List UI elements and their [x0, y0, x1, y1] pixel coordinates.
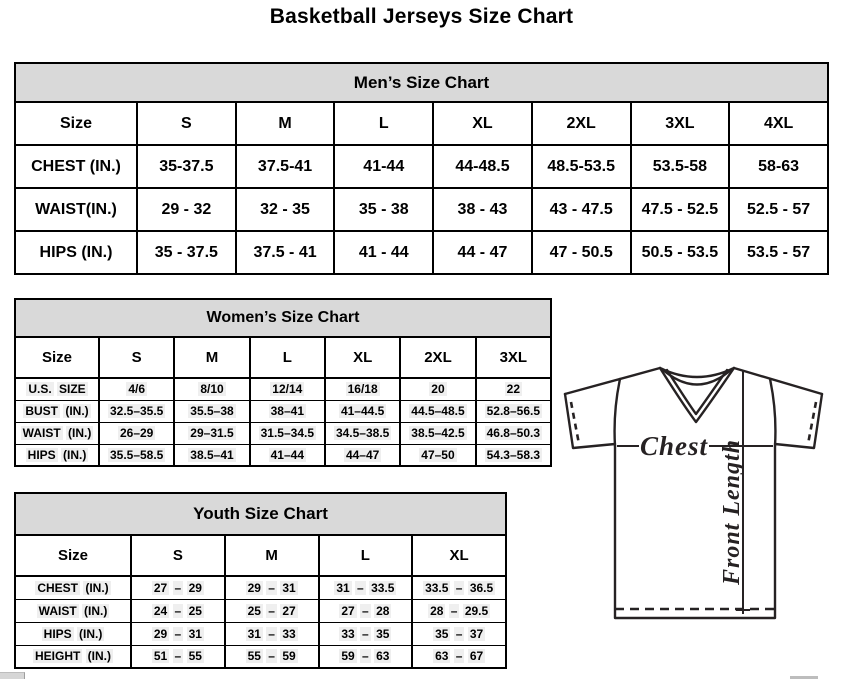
cell-text: HIPS [43, 626, 72, 641]
cell-text: 12/14 [272, 382, 303, 397]
cell-text: 35.5–38 [190, 404, 234, 418]
cell-text: (IN.) [87, 649, 111, 664]
measurement-row-label: CHEST (IN.) [15, 145, 137, 188]
cell-text: (IN.) [85, 580, 109, 595]
cell-text: 27 [153, 580, 168, 595]
measurement-cell [225, 622, 319, 645]
measurement-cell: 47.5 - 52.5 [631, 188, 730, 231]
jersey-measurement-diagram [556, 360, 843, 674]
measurement-cell [174, 444, 249, 466]
size-column-header: 4XL [729, 102, 828, 145]
size-header-row [15, 102, 828, 145]
size-column-header: M [174, 337, 249, 378]
measurement-cell [325, 400, 400, 422]
measurement-cell: 58-63 [729, 145, 828, 188]
cell-text: U.S. [28, 382, 52, 397]
cell-text: 51 [153, 649, 168, 664]
cell-text: – [455, 626, 463, 641]
size-column-header: 2XL [400, 337, 475, 378]
cell-text: 52.8–56.5 [486, 404, 541, 418]
cell-text: – [174, 626, 182, 641]
measurement-cell: 35 - 37.5 [137, 231, 236, 274]
youth-size-chart-section [14, 492, 507, 669]
cell-text: 20 [431, 382, 445, 397]
size-column-header: XL [412, 535, 506, 576]
measurement-cell [174, 400, 249, 422]
jersey-right-seam [770, 379, 775, 446]
measurement-row-label [15, 576, 131, 599]
cell-text: (IN.) [79, 626, 103, 641]
measurement-cell: 48.5-53.5 [532, 145, 631, 188]
measurement-cell [174, 378, 249, 400]
cell-text: 38.5–41 [190, 447, 234, 462]
cell-text: 29.5 [464, 603, 489, 618]
measurement-cell [412, 576, 506, 599]
horizontal-scrollbar-left-button[interactable] [0, 672, 25, 679]
cell-text: 41–44.5 [340, 404, 385, 418]
cell-text: – [268, 626, 275, 641]
cell-text: – [362, 603, 369, 618]
chest-label: Chest [639, 431, 709, 461]
measurement-cell: 41 - 44 [334, 231, 433, 274]
measurement-cell: 37.5 - 41 [236, 231, 335, 274]
measurement-row [15, 576, 506, 599]
cell-text: 27 [341, 603, 355, 618]
measurement-cell: 53.5-58 [631, 145, 730, 188]
measurement-cell [319, 622, 413, 645]
measurement-row [15, 400, 551, 422]
cell-text: 4/6 [128, 382, 145, 397]
youth-size-table [14, 534, 507, 669]
cell-text: 31 [282, 580, 296, 595]
measurement-cell: 43 - 47.5 [532, 188, 631, 231]
cell-text: 63 [435, 649, 449, 664]
jersey-left-seam [615, 379, 620, 446]
size-column-header: 3XL [476, 337, 551, 378]
measurement-cell: 47 - 50.5 [532, 231, 631, 274]
measurement-cell [400, 422, 475, 444]
womens-size-table [14, 336, 552, 467]
measurement-row [15, 444, 551, 466]
cell-text: 63 [376, 649, 390, 664]
cell-text: 35 [435, 626, 449, 641]
cell-text: WAIST [38, 603, 77, 618]
measurement-cell: 52.5 - 57 [729, 188, 828, 231]
cell-text: WAIST [22, 426, 61, 440]
measurement-cell: 29 - 32 [137, 188, 236, 231]
measurement-cell [225, 576, 319, 599]
cell-text: 33.5 [425, 580, 449, 595]
size-corner-header: Size [15, 337, 99, 378]
measurement-row-label [15, 422, 99, 444]
cell-text: 31 [188, 626, 202, 641]
measurement-cell [325, 444, 400, 466]
cell-text: 44–47 [345, 447, 380, 462]
measurement-cell [476, 444, 551, 466]
size-column-header: S [131, 535, 225, 576]
measurement-cell: 38 - 43 [433, 188, 532, 231]
cell-text: – [455, 649, 463, 664]
measurement-cell [99, 378, 174, 400]
measurement-cell [319, 645, 413, 668]
measurement-cell: 35 - 38 [334, 188, 433, 231]
size-corner-header: Size [15, 535, 131, 576]
size-column-header: 2XL [532, 102, 631, 145]
measurement-row [15, 599, 506, 622]
measurement-row-label [15, 622, 131, 645]
cell-text: 8/10 [200, 382, 224, 397]
measurement-cell [319, 576, 413, 599]
measurement-cell [131, 576, 225, 599]
measurement-cell [250, 422, 325, 444]
size-column-header: S [99, 337, 174, 378]
cell-text: – [268, 649, 275, 664]
cell-text: 29 [153, 626, 168, 641]
measurement-row-label: HIPS (IN.) [15, 231, 137, 274]
cell-text: 24 [153, 603, 168, 618]
mens-chart-title: Men’s Size Chart [14, 62, 829, 103]
cell-text: – [455, 580, 463, 595]
measurement-row-label [15, 599, 131, 622]
cell-text: 55 [247, 649, 261, 664]
measurement-row [15, 645, 506, 668]
measurement-cell: 53.5 - 57 [729, 231, 828, 274]
measurement-row [15, 231, 828, 274]
cell-text: 67 [469, 649, 484, 664]
measurement-cell [174, 422, 249, 444]
cell-text: 26–29 [119, 426, 154, 440]
cell-text: 36.5 [469, 580, 494, 595]
measurement-cell [476, 400, 551, 422]
measurement-row [15, 188, 828, 231]
cell-text: SIZE [59, 382, 86, 397]
measurement-cell: 44 - 47 [433, 231, 532, 274]
measurement-cell: 37.5-41 [236, 145, 335, 188]
measurement-row [15, 378, 551, 400]
measurement-cell [476, 378, 551, 400]
cell-text: 29–31.5 [190, 426, 234, 440]
measurement-row-label [15, 400, 99, 422]
page-title: Basketball Jerseys Size Chart [269, 5, 574, 28]
cell-text: 33.5 [371, 580, 395, 595]
measurement-cell [412, 599, 506, 622]
cell-text: 35.5–58.5 [109, 447, 164, 462]
measurement-row-label [15, 444, 99, 466]
size-column-header: 3XL [631, 102, 730, 145]
mens-size-chart-section [14, 62, 829, 275]
cell-text: – [268, 580, 275, 595]
cell-text: – [268, 603, 275, 618]
measurement-cell [131, 599, 225, 622]
size-column-header: L [334, 102, 433, 145]
cell-text: – [174, 603, 182, 618]
cell-text: 33 [341, 626, 355, 641]
cell-text: 33 [282, 626, 296, 641]
youth-chart-title: Youth Size Chart [14, 492, 507, 536]
cell-text: – [174, 580, 182, 595]
jersey-left-sleeve-outline [565, 394, 615, 448]
cell-text: 31.5–34.5 [260, 426, 315, 440]
cell-text: HIPS [27, 447, 56, 462]
cell-text: (IN.) [68, 426, 92, 440]
measurement-cell [412, 645, 506, 668]
measurement-cell: 50.5 - 53.5 [631, 231, 730, 274]
cell-text: 25 [188, 603, 202, 618]
size-column-header: L [250, 337, 325, 378]
cell-text: HEIGHT [34, 649, 81, 664]
cell-text: – [450, 603, 458, 618]
cell-text: 28 [430, 603, 444, 618]
cell-text: 55 [188, 649, 202, 664]
cell-text: CHEST [37, 580, 78, 595]
cell-text: – [362, 649, 369, 664]
cell-text: 22 [506, 382, 520, 397]
measurement-cell [250, 400, 325, 422]
cell-text: 16/18 [347, 382, 378, 397]
measurement-row-label [15, 645, 131, 668]
cell-text: 27 [282, 603, 296, 618]
size-header-row [15, 337, 551, 378]
cell-text: 31 [247, 626, 261, 641]
measurement-cell: 32 - 35 [236, 188, 335, 231]
size-header-row [15, 535, 506, 576]
cell-text: 31 [336, 580, 350, 595]
cell-text: – [362, 626, 369, 641]
measurement-row [15, 145, 828, 188]
size-column-header: L [319, 535, 413, 576]
cell-text: 38–41 [270, 404, 304, 418]
jersey-left-shoulder-line [565, 368, 660, 394]
measurement-row-label: WAIST(IN.) [15, 188, 137, 231]
measurement-cell [250, 378, 325, 400]
measurement-cell [476, 422, 551, 444]
jersey-body-outline [615, 446, 775, 618]
cell-text: 54.3–58.3 [486, 447, 541, 462]
cell-text: (IN.) [63, 447, 87, 462]
cell-text: 47–50 [421, 447, 455, 462]
measurement-cell [225, 645, 319, 668]
measurement-row [15, 422, 551, 444]
cell-text: 35 [376, 626, 390, 641]
size-column-header: XL [325, 337, 400, 378]
measurement-cell [400, 378, 475, 400]
measurement-row [15, 622, 506, 645]
cell-text: 29 [188, 580, 202, 595]
cell-text: 46.8–50.3 [486, 426, 541, 440]
measurement-cell: 44-48.5 [433, 145, 532, 188]
measurement-cell [325, 378, 400, 400]
cell-text: BUST [25, 404, 58, 418]
jersey-diagram-svg [556, 360, 843, 674]
cell-text: 32.5–35.5 [109, 404, 164, 418]
cell-text: 41–44 [270, 447, 304, 462]
jersey-right-shoulder-line [734, 368, 822, 394]
cell-text: (IN.) [84, 603, 108, 618]
cell-text: 37 [469, 626, 484, 641]
cell-text: 59 [282, 649, 296, 664]
cell-text: 38.5–42.5 [411, 426, 465, 440]
measurement-cell [400, 444, 475, 466]
size-column-header: S [137, 102, 236, 145]
measurement-cell [99, 400, 174, 422]
cell-text: – [174, 649, 182, 664]
size-column-header: M [236, 102, 335, 145]
cell-text: 29 [247, 580, 261, 595]
womens-chart-title: Women’s Size Chart [14, 298, 552, 338]
cell-text: – [357, 580, 364, 595]
cell-text: 34.5–38.5 [335, 426, 390, 440]
measurement-cell [131, 622, 225, 645]
measurement-cell [412, 622, 506, 645]
size-column-header: XL [433, 102, 532, 145]
cell-text: 59 [341, 649, 355, 664]
measurement-cell [99, 422, 174, 444]
measurement-cell [319, 599, 413, 622]
measurement-cell [325, 422, 400, 444]
size-corner-header: Size [15, 102, 137, 145]
measurement-cell [250, 444, 325, 466]
measurement-cell [131, 645, 225, 668]
cell-text: (IN.) [65, 404, 89, 418]
measurement-cell [225, 599, 319, 622]
mens-size-table [14, 101, 829, 275]
cell-text: 44.5–48.5 [411, 404, 465, 418]
front-length-label: Front Length [719, 438, 745, 586]
measurement-cell: 41-44 [334, 145, 433, 188]
cell-text: 28 [376, 603, 390, 618]
measurement-cell [400, 400, 475, 422]
measurement-row-label [15, 378, 99, 400]
cell-text: 25 [247, 603, 261, 618]
womens-size-chart-section [14, 298, 552, 467]
measurement-cell [99, 444, 174, 466]
measurement-cell: 35-37.5 [137, 145, 236, 188]
size-column-header: M [225, 535, 319, 576]
